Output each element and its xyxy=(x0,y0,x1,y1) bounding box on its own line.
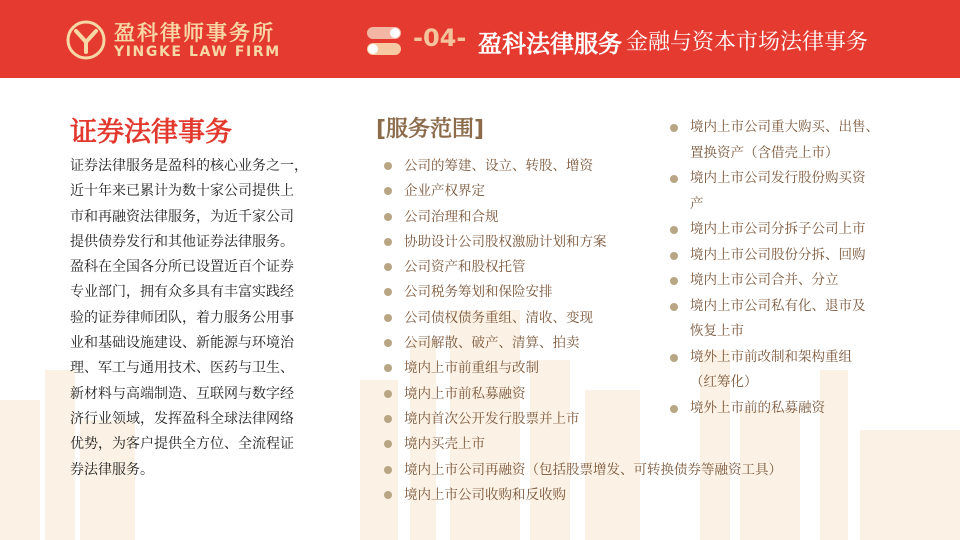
list-item-label: 企业产权界定 xyxy=(404,183,485,200)
bullet-dot-icon xyxy=(670,226,678,234)
intro-line: 券法律服务。 xyxy=(70,461,154,478)
section-number: -04- xyxy=(413,24,467,52)
intro-line: 优势，为客户提供全方位、全流程证 xyxy=(70,436,294,453)
bullet-dot-icon xyxy=(384,390,392,398)
intro-line: 近十年来已累计为数十家公司提供上 xyxy=(70,183,294,200)
list-item-label: 境外上市前改制和架构重组 xyxy=(690,348,852,365)
logo-chinese-name: 盈科律师事务所 xyxy=(114,20,275,45)
list-item xyxy=(384,484,782,509)
bullet-dot-icon xyxy=(384,466,392,474)
bullet-dot-icon xyxy=(384,415,392,423)
list-item xyxy=(384,433,782,458)
intro-line: 盈科在全国各分所已设置近百个证券 xyxy=(70,259,294,276)
list-item-label: 协助设计公司股权激励计划和方案 xyxy=(404,233,607,250)
intro-line: 济行业领域，发挥盈科全球法律网络 xyxy=(70,410,294,427)
bullet-dot-icon xyxy=(384,162,392,170)
bullet-dot-icon xyxy=(670,175,678,183)
list-item-label: 境内上市公司收购和反收购 xyxy=(404,486,566,503)
intro-line: 证券法律服务是盈科的核心业务之一， xyxy=(70,158,308,174)
intro-line: 市和再融资法律服务，为近千家公司 xyxy=(70,208,294,225)
list-item xyxy=(670,217,920,243)
list-item-label: 境内上市公司重大购买、出售、 xyxy=(690,119,879,135)
list-item xyxy=(670,115,920,166)
section-title-icon xyxy=(365,23,403,59)
section-subtitle: 金融与资本市场法律事务 xyxy=(626,30,869,55)
list-item xyxy=(670,268,920,294)
bullet-dot-icon xyxy=(670,252,678,260)
intro-paragraph xyxy=(70,154,310,483)
header-bar xyxy=(0,0,960,78)
bullet-dot-icon xyxy=(384,288,392,296)
bullet-dot-icon xyxy=(384,440,392,448)
list-item-label: 境内上市公司再融资（包括股票增发、可转换债券等融资工具） xyxy=(404,461,782,478)
bullet-dot-icon xyxy=(384,364,392,372)
intro-line: 验的证券律师团队，着力服务公用事 xyxy=(70,309,294,326)
list-item xyxy=(384,459,782,484)
yingke-logo-icon xyxy=(66,20,106,60)
list-item-label: 境内首次公开发行股票并上市 xyxy=(404,410,580,427)
logo-english-name: YINGKE LAW FIRM xyxy=(114,44,281,60)
list-item-label: 境内上市前私募融资 xyxy=(404,385,526,402)
list-item-label: 境内上市公司合并、分立 xyxy=(690,272,839,288)
intro-line: 业和基础设施建设、新能源与环境治 xyxy=(70,335,294,352)
bullet-dot-icon xyxy=(670,277,678,285)
list-item-label: 境内上市前重组与改制 xyxy=(404,360,539,377)
services-heading: [服务范围] xyxy=(376,117,485,142)
securities-title: 证券法律事务 xyxy=(70,117,232,148)
list-item-label: 公司解散、破产、清算、拍卖 xyxy=(404,335,580,352)
list-item-label: 公司治理和合规 xyxy=(404,208,499,225)
list-item-label: 产 xyxy=(690,195,704,212)
list-item-label: 置换资产（含借壳上市） xyxy=(690,144,839,161)
services-list-right xyxy=(670,115,920,421)
list-item-label: 境外上市前的私募融资 xyxy=(690,399,825,416)
bullet-dot-icon xyxy=(384,491,392,499)
bullet-dot-icon xyxy=(384,238,392,246)
list-item-label: 境内上市公司股份分拆、回购 xyxy=(690,246,866,263)
intro-line: 理、军工与通用技术、医药与卫生、 xyxy=(70,360,294,377)
list-item-label: 境内上市公司发行股份购买资 xyxy=(690,170,866,186)
list-item xyxy=(670,166,920,217)
bullet-dot-icon xyxy=(670,124,678,132)
list-item xyxy=(670,345,920,396)
list-item-label: 恢复上市 xyxy=(690,323,744,339)
list-item-label: 境内上市公司分拆子公司上市 xyxy=(690,221,866,237)
bullet-dot-icon xyxy=(670,354,678,362)
list-item-label: 公司税务筹划和保险安排 xyxy=(404,284,553,301)
intro-line: 提供债券发行和其他证券法律服务。 xyxy=(70,233,294,250)
bullet-dot-icon xyxy=(384,187,392,195)
list-item xyxy=(670,396,920,422)
bullet-dot-icon xyxy=(384,263,392,271)
list-item xyxy=(670,294,920,345)
bullet-dot-icon xyxy=(670,303,678,311)
list-item-label: （红筹化） xyxy=(690,374,758,390)
intro-line: 新材料与高端制造、互联网与数字经 xyxy=(70,385,294,402)
bullet-dot-icon xyxy=(384,213,392,221)
section-title: 盈科法律服务 xyxy=(478,30,622,58)
list-item-label: 境内买壳上市 xyxy=(404,436,485,453)
list-item-label: 公司资产和股权托管 xyxy=(404,259,526,276)
list-item-label: 公司债权债务重组、清收、变现 xyxy=(404,309,593,326)
list-item xyxy=(670,243,920,269)
list-item-label: 境内上市公司私有化、退市及 xyxy=(690,297,866,314)
list-item-label: 公司的筹建、设立、转股、增资 xyxy=(404,158,593,174)
bullet-dot-icon xyxy=(670,405,678,413)
intro-line: 专业部门，拥有众多具有丰富实践经 xyxy=(70,284,294,301)
bullet-dot-icon xyxy=(384,339,392,347)
bullet-dot-icon xyxy=(384,314,392,322)
